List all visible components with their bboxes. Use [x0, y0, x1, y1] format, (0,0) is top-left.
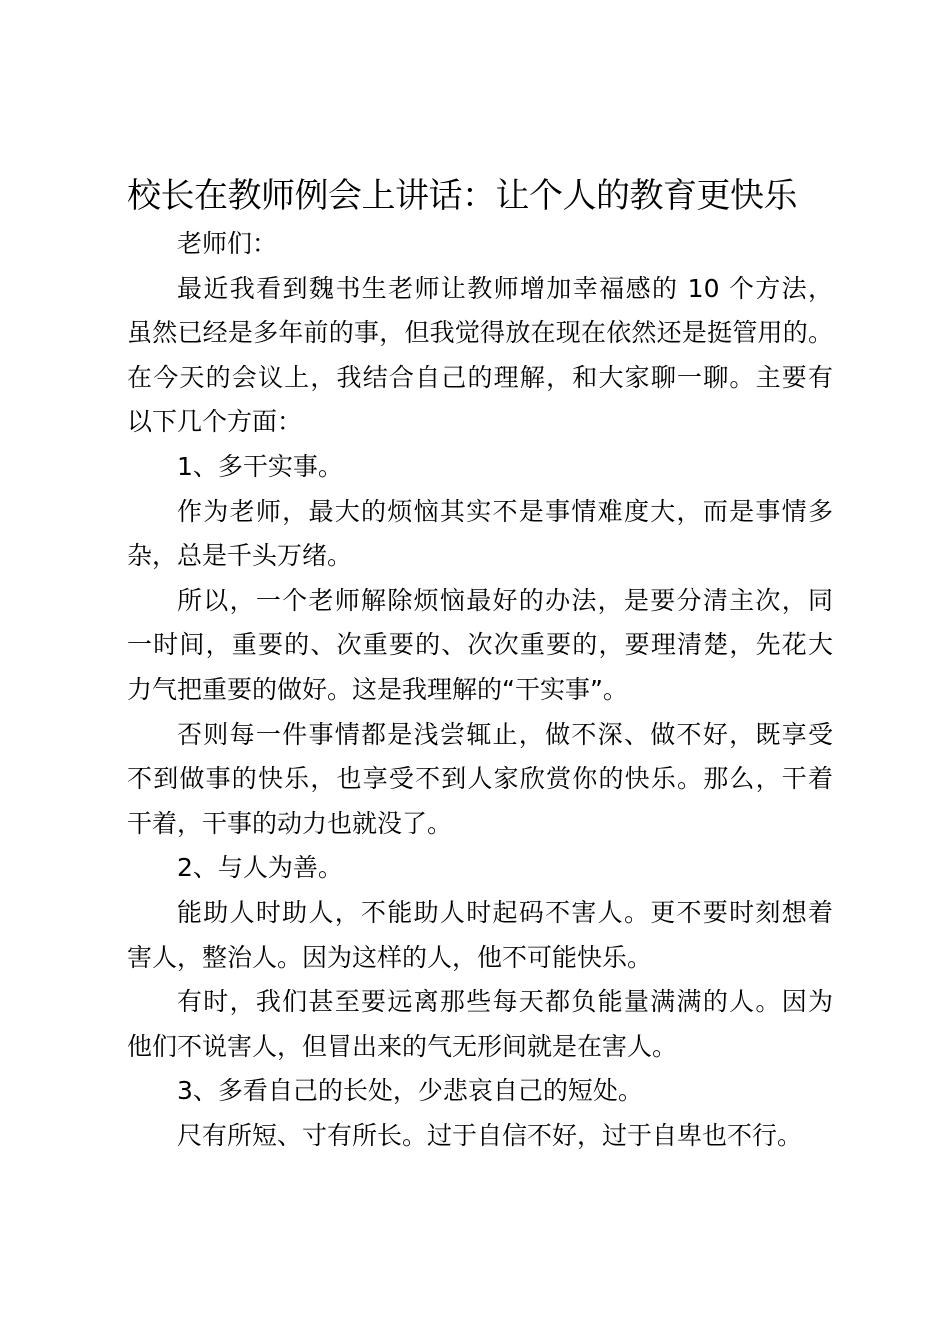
paragraph [127, 891, 833, 980]
paragraph-line: 以下几个方面： [127, 407, 303, 437]
paragraph-line: 害人，整治人。因为这样的人，他不可能快乐。 [127, 942, 653, 972]
paragraph [127, 980, 833, 1069]
paragraph [127, 445, 833, 490]
paragraph-line: 3、多看自己的长处，少悲哀自己的短处。 [177, 1076, 643, 1106]
paragraph [127, 490, 833, 579]
document-title: 校长在教师例会上讲话：让个人的教育更快乐 [127, 176, 797, 216]
paragraph-line: 不到做事的快乐，也享受不到人家欣赏你的快乐。那么，干着 [127, 764, 833, 794]
paragraph-line: 2、与人为善。 [177, 853, 343, 883]
paragraph-line: 杂，总是千头万绪。 [127, 541, 353, 571]
paragraph-line: 老师们： [177, 229, 278, 258]
paragraph [127, 846, 833, 891]
document-content [127, 170, 833, 1158]
paragraph [127, 1069, 833, 1114]
paragraph-line: 1、多干实事。 [177, 451, 343, 481]
paragraph-line: 有时，我们甚至要远离那些每天都负能量满满的人。因为 [177, 987, 833, 1017]
paragraph-line: 最近我看到魏书生老师让教师增加幸福感的 10 个方法， [177, 273, 833, 303]
paragraph-line: 一时间，重要的、次重要的、次次重要的，要理清楚，先花大 [127, 630, 833, 660]
paragraph [127, 579, 833, 713]
paragraph-line: 干着，干事的动力也就没了。 [127, 808, 453, 838]
paragraph [127, 267, 833, 445]
paragraph-line: 在今天的会议上，我结合自己的理解，和大家聊一聊。主要有 [127, 362, 833, 392]
document-body [127, 222, 833, 1158]
paragraph [127, 1114, 833, 1159]
paragraph-line: 力气把重要的做好。这是我理解的“干实事”。 [127, 674, 628, 704]
paragraph [127, 713, 833, 847]
paragraph-line: 否则每一件事情都是浅尝辄止，做不深、做不好，既享受 [177, 719, 833, 749]
paragraph-line: 他们不说害人，但冒出来的气无形间就是在害人。 [127, 1031, 678, 1061]
paragraph-line: 能助人时助人，不能助人时起码不害人。更不要时刻想着 [177, 897, 833, 927]
paragraph-line: 作为老师，最大的烦恼其实不是事情难度大，而是事情多 [177, 496, 833, 526]
paragraph-line: 尺有所短、寸有所长。过于自信不好，过于自卑也不行。 [177, 1120, 803, 1150]
paragraph [127, 222, 833, 267]
paragraph-line: 虽然已经是多年前的事，但我觉得放在现在依然还是挺管用的。 [127, 318, 833, 348]
paragraph-line: 所以，一个老师解除烦恼最好的办法，是要分清主次，同 [177, 585, 833, 615]
